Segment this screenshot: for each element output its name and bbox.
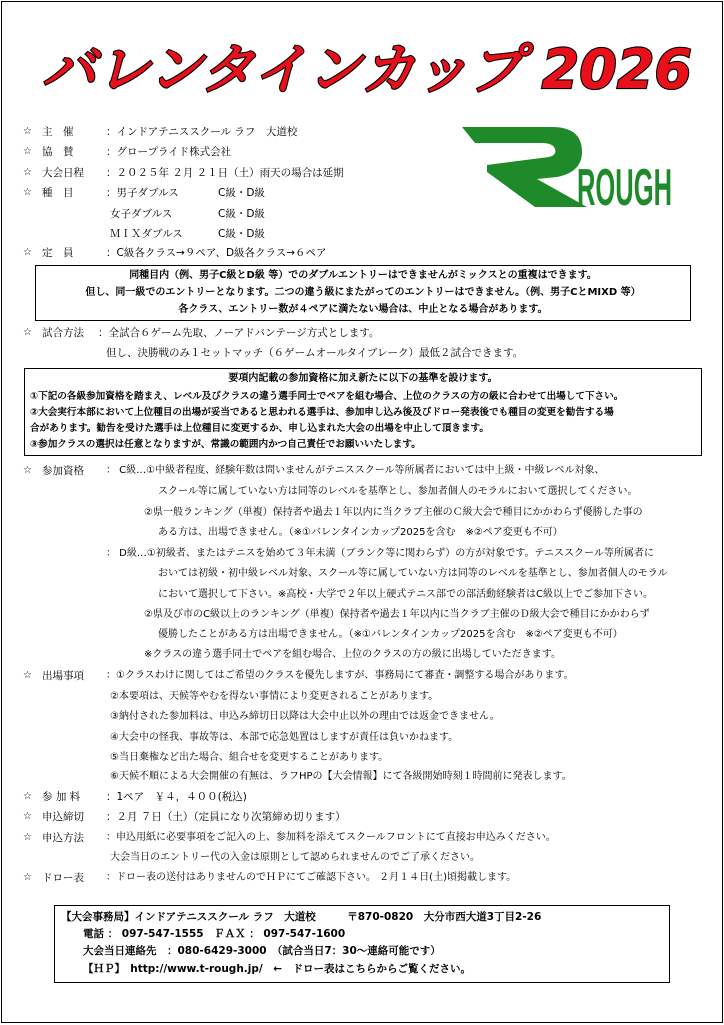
star-icon: ☆ — [23, 327, 32, 338]
participation-line: ：①クラスわけに関してはご希望のクラスを優先しますが、事務局にて審査・調整する場合があります。 — [106, 670, 574, 681]
title-text: バレンタインカップ 2026 — [42, 38, 692, 101]
eligibility-line: 優勝したことがある方は出場できません。（※①バレンタインカップ2025を含む ※②ペア変更も不可） — [158, 629, 623, 640]
apply-label: 申込方法 — [42, 832, 84, 844]
match-line: 但し、決勝戦のみ１セットマッチ（６ゲームオールタイブレーク）最低２試合できます。 — [106, 347, 524, 359]
capacity-value: ：C級各クラス→９ペア、D級各クラス→６ペア — [106, 247, 327, 259]
office-phone: 電話 ： 097-547-1555 ＦＡＸ ： 097-547-1600 — [83, 928, 346, 940]
sponsor-label: 協 賛 — [42, 146, 74, 158]
office-day-contact: 大会当日連絡先 ：080-6429-3000 （試合当日7：30～連絡可能です） — [83, 945, 441, 957]
eligibility-line: ： C級…①中級者程度、経験年数は問いませんがテニススクール等所属者においては中上級・中級レベル対象、 — [106, 465, 605, 476]
draw-value: ：ドロー表の送付はありませんのでＨＰにてご確認下さい。 ２月１４日(土)頃掲載します。 — [106, 872, 517, 883]
star-icon: ☆ — [23, 146, 32, 157]
event-name: ＭＩＸダブルス — [110, 228, 183, 240]
participation-line: ⑥天候不順による大会開催の有無は、ラフHPの【大会情報】にて各級開始時刻１時間前に発表します。 — [110, 771, 572, 782]
event-class: C級・D級 — [218, 228, 265, 240]
apply-line: 大会当日のエントリー代の入金は原則として認められませんのでご了承ください。 — [110, 852, 480, 863]
eligibility-line: ※クラスの違う選手同士でペアを組む場合、上位のクラスの方の級に出場していただきます。 — [144, 649, 561, 660]
eligibility-line: スクール等に属していない方は同等のレベルを基準とし、参加者個人のモラルにおいて選択してください。 — [158, 486, 638, 497]
star-icon: ☆ — [23, 465, 32, 476]
rough-logo — [457, 117, 672, 212]
criteria-notice-box — [24, 368, 702, 456]
participation-line: ③納付された参加料は、申込み締切日以降は大会中止以外の理由では返金できません。 — [110, 711, 500, 722]
star-icon: ☆ — [23, 670, 32, 681]
participation-line: ②本要項は、天候等やむを得ない事情により変更されることがあります。 — [110, 691, 439, 702]
notice-line: 各クラス、エントリー数が４ペアに満たない場合は、中止となる場合があります。 — [178, 304, 548, 315]
star-icon: ☆ — [23, 872, 32, 883]
draw-label: ドロー表 — [42, 872, 84, 884]
criteria-line: 合があります。勧告を受けた選手は上位種目に変更するか、申し込まれた大会の出場を中止して頂きます。 — [30, 423, 489, 434]
apply-line: ：申込用紙に必要事項をご記入の上、参加料を添えてスクールフロントにて直接お申込みください。 — [106, 832, 556, 843]
criteria-line: ③参加クラスの選択は任意となりますが、常識の範囲内かつ自己責任でお願いいたします。 — [30, 439, 421, 450]
eligibility-line: ： D級…①初級者、またはテニスを始めて３年未満（ブランク等に関わらず）の方が対象です。テニススクール等所属者に — [106, 548, 654, 559]
participation-label: 出場事項 — [42, 670, 84, 682]
participation-line: ④大会中の怪我、事故等は、本部で応急処置はしますが責任は負いかねます。 — [110, 732, 459, 743]
page-title — [17, 32, 717, 102]
office-homepage-link[interactable]: 【ＨＰ】 http://www.t-rough.jp/ ← ドロー表はこちらからご覧ください。 — [83, 963, 472, 975]
match-label: 試合方法 — [42, 327, 84, 339]
fee-label: 参 加 料 — [42, 791, 81, 803]
notice-line: 但し、同一級でのエントリーとなります。二つの違う級にまたがってのエントリーはできません。（例、男子CとMIXD 等） — [85, 287, 641, 298]
office-box — [54, 905, 670, 983]
event-class: C級・D級 — [218, 187, 265, 199]
notice-line: 同種目内（例、男子C級とD級 等）でのダブルエントリーはできませんがミックスとの重複はできます。 — [129, 270, 597, 281]
star-icon: ☆ — [23, 247, 32, 258]
event-name: ：男子ダブルス — [106, 187, 179, 199]
criteria-line: ①下記の各級参加資格を踏まえ、レベル及びクラスの違う選手同士でペアを組む場合、上位のクラスの方の級に合わせて出場して下さい。 — [30, 391, 624, 402]
participation-line: ⑤当日棄権など出た場合、組合せを変更することがあります。 — [110, 752, 389, 763]
document-page — [1, 1, 723, 1023]
host-value: ：インドアテニススクール ラフ 大道校 — [106, 126, 298, 138]
deadline-label: 申込締切 — [42, 811, 84, 823]
eligibility-line: ある方は、出場できません。（※①バレンタインカップ2025を含む ※②ペア変更も不可） — [158, 527, 563, 538]
star-icon: ☆ — [23, 126, 32, 137]
star-icon: ☆ — [23, 187, 32, 198]
office-address: 【大会事務局】インドアテニススクール ラフ 大道校 〒870-0820 大分市西大道3丁目2-26 — [61, 911, 542, 923]
capacity-label: 定 員 — [42, 247, 74, 259]
host-label: 主 催 — [42, 126, 74, 138]
match-line: ：全試合６ゲーム先取、ノーアドバンテージ方式とします。 — [98, 327, 380, 339]
entry-notice-box — [35, 265, 691, 321]
event-name: 女子ダブルス — [110, 208, 173, 220]
event-class: C級・D級 — [218, 208, 265, 220]
eligibility-line: おいては初級・初中級レベル対象、スクール等に属していない方は同等のレベルを基準とし、参加者個人のモラル — [158, 568, 668, 579]
eligibility-line: ②県及び市のC級以上のランキング（単複）保持者や過去１年以内に当クラブ主催のＤ級大会で種目にかかわらず — [144, 609, 650, 620]
criteria-heading: 要項内記載の参加資格に加え新たに以下の基準を設けます。 — [228, 373, 498, 384]
logo-text: ROUGH — [577, 159, 672, 212]
star-icon: ☆ — [23, 811, 32, 822]
star-icon: ☆ — [23, 791, 32, 802]
sponsor-value: ：グロープライド株式会社 — [106, 146, 232, 158]
events-label: 種 目 — [42, 187, 74, 199]
star-icon: ☆ — [23, 832, 32, 843]
criteria-line: ②大会実行本部において上位種目の出場が妥当であると思われる選手は、参加申し込み後及びドロー発表後でも種目の変更を勧告する場 — [30, 407, 614, 418]
star-icon: ☆ — [23, 167, 32, 178]
date-label: 大会日程 — [42, 167, 84, 179]
fee-value: ：1ペア ￥４，４００(税込) — [106, 791, 247, 803]
deadline-value: ：２月 ７日（土）（定員になり次第締め切ります） — [106, 811, 346, 823]
eligibility-label: 参加資格 — [42, 465, 84, 477]
eligibility-line: ②県一般ランキング（単複）保持者や過去１年以内に当クラブ主催のＣ級大会で種目にかかわらず優勝した事の — [144, 507, 643, 518]
date-value: ：２０２５年 ２月 ２１日（土）雨天の場合は延期 — [106, 167, 344, 179]
eligibility-line: において選択して下さい。※高校・大学で２年以上硬式テニス部での部活動経験者はC級以上でご参加下さい。 — [158, 589, 653, 600]
